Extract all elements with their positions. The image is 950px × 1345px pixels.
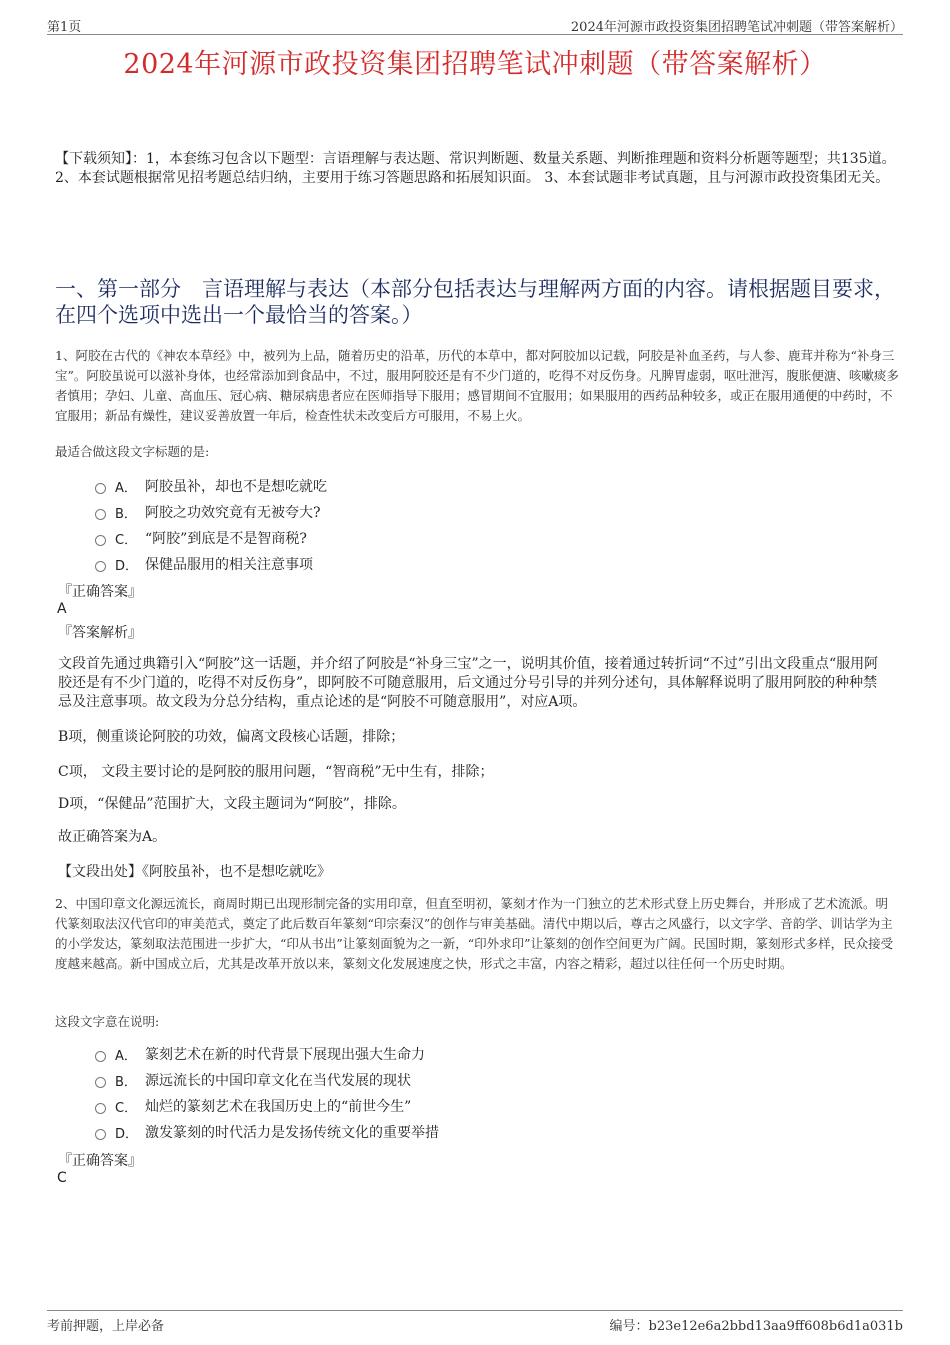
page-header <box>47 14 903 35</box>
q1-conclusion: 故正确答案为A。 <box>58 829 167 845</box>
download-notice: 【下载须知】：1，本套练习包含以下题型：言语理解与表达题、常识判断题、数量关系题、判断推理题和资料分析题等题型；共135道。 2、本套试题根据常见招考题总结归纳，主要用于练习答题思路和拓展知识面。 3、本套试题非考试真题，且与河源市政投资集团无关。 <box>55 151 896 186</box>
page-number: 第1页 <box>47 20 82 35</box>
option-text: “阿胶”到底是不是智商税? <box>145 531 307 547</box>
page-title: 2024年河源市政投资集团招聘笔试冲刺题（带答案解析） <box>123 49 827 80</box>
q1-analysis-c: C项， 文段主要讨论的是阿胶的服用问题，“智商税”无中生有，排除； <box>58 764 494 780</box>
q1-option-a[interactable] <box>95 473 327 499</box>
q1-option-d[interactable] <box>95 551 327 577</box>
radio-icon[interactable] <box>95 1077 106 1088</box>
question-1-options <box>95 473 327 577</box>
footer-slogan: 考前押题，上岸必备 <box>47 1319 165 1334</box>
option-text: 阿胶之功效究竟有无被夸大? <box>145 505 321 521</box>
question-2-prompt: 这段文字意在说明: <box>55 1014 160 1029</box>
radio-icon[interactable] <box>95 1051 106 1062</box>
radio-icon[interactable] <box>95 483 106 494</box>
option-text: 灿烂的篆刻艺术在我国历史上的“前世今生” <box>145 1099 412 1115</box>
q1-answer-label: 『正确答案』 <box>58 584 142 600</box>
question-2-text: 2、中国印章文化源远流长，商周时期已出现形制完备的实用印章，但直至明初，篆刻才作为一门独立的艺术形式登上历史舞台，并形成了艺术流派。明代篆刻取法汉代官印的审美范式，奠定了此后数百年篆刻“印宗秦汉”的创作与审美基础。清代中期以后，尊古之风盛行，以文字学、音韵学、训诂学为主的小学发达，篆刻取法范围进一步扩大，“印从书出”让篆刻面貌为之一新，“印外求印”让篆刻的创作空间更为广阔。民国时期，篆刻形式多样，民众接受度越来越高。新中国成立后，尤其是改革开放以来，篆刻文化发展速度之快，形式之丰富，内容之精彩，超过以往任何一个历史时期。 <box>55 896 894 971</box>
q1-source: 【文段出处】《阿胶虽补，也不是想吃就吃》 <box>58 864 331 880</box>
radio-icon[interactable] <box>95 561 106 572</box>
option-letter: A． <box>115 1048 137 1064</box>
option-letter: D． <box>115 1126 139 1142</box>
option-text: 篆刻艺术在新的时代背景下展现出强大生命力 <box>145 1047 425 1063</box>
footer-doc-id: 编号：b23e12e6a2bbd13aa9ff608b6d1a031b <box>609 1319 903 1334</box>
q2-option-c[interactable] <box>95 1093 439 1119</box>
q2-option-a[interactable] <box>95 1041 439 1067</box>
q1-option-c[interactable] <box>95 525 327 551</box>
header-doc-title: 2024年河源市政投资集团招聘笔试冲刺题（带答案解析） <box>570 20 903 35</box>
question-1-text: 1、阿胶在古代的《神农本草经》中，被列为上品，随着历史的沿革，历代的本草中，都对阿胶加以记载，阿胶是补血圣药，与人参、鹿茸并称为“补身三宝”。阿胶虽说可以滋补身体，也经常添加到食品中，不过，服用阿胶还是有不少门道的，吃得不对反伤身。凡脾胃虚弱，呕吐泄泻，腹胀便溏、咳嗽痰多者慎用；孕妇、儿童、高血压、冠心病、糖尿病患者应在医师指导下服用；感冒期间不宜服用；如果服用的西药品种较多，或正在服用通便的中药时，不宜服用；新品有燥性，建议妥善放置一年后，检查性状未改变后方可服用，不易上火。 <box>55 348 899 423</box>
radio-icon[interactable] <box>95 1129 106 1140</box>
q1-analysis-label: 『答案解析』 <box>58 625 142 641</box>
q2-answer: C <box>57 1170 67 1186</box>
section-heading: 一、第一部分 言语理解与表达（本部分包括表达与理解两方面的内容。请根据题目要求，在四个选项中选出一个最恰当的答案。） <box>55 277 895 327</box>
option-text: 源远流长的中国印章文化在当代发展的现状 <box>145 1073 411 1089</box>
option-text: 保健品服用的相关注意事项 <box>145 557 313 573</box>
option-letter: D． <box>115 558 139 574</box>
radio-icon[interactable] <box>95 509 106 520</box>
q1-analysis-b: B项，侧重谈论阿胶的功效，偏离文段核心话题，排除； <box>58 729 405 745</box>
q1-analysis-d: D项，“保健品”范围扩大，文段主题词为“阿胶”，排除。 <box>58 796 406 812</box>
page-footer <box>47 1310 903 1335</box>
q2-answer-label: 『正确答案』 <box>58 1153 142 1169</box>
option-letter: B． <box>115 1074 137 1090</box>
option-letter: C． <box>115 532 138 548</box>
q1-answer: A <box>57 601 67 617</box>
q1-option-b[interactable] <box>95 499 327 525</box>
q2-option-b[interactable] <box>95 1067 439 1093</box>
q1-analysis: 文段首先通过典籍引入“阿胶”这一话题，并介绍了阿胶是“补身三宝”之一，说明其价值，接着通过转折词“不过”引出文段重点“服用阿胶还是有不少门道的，吃得不对反伤身”，即阿胶不可随意服用，后文通过分号引导的并列分述句，具体解释说明了服用阿胶的种种禁忌及注意事项。故文段为分总分结构，重点论述的是“阿胶不可随意服用”，对应A项。 <box>58 656 879 710</box>
question-2-options <box>95 1041 439 1145</box>
radio-icon[interactable] <box>95 535 106 546</box>
option-letter: C． <box>115 1100 138 1116</box>
option-text: 激发篆刻的时代活力是发扬传统文化的重要举措 <box>145 1125 439 1141</box>
option-letter: B． <box>115 506 137 522</box>
option-text: 阿胶虽补，却也不是想吃就吃 <box>145 479 327 495</box>
q2-option-d[interactable] <box>95 1119 439 1145</box>
radio-icon[interactable] <box>95 1103 106 1114</box>
question-1-prompt: 最适合做这段文字标题的是: <box>55 444 210 459</box>
option-letter: A． <box>115 480 137 496</box>
